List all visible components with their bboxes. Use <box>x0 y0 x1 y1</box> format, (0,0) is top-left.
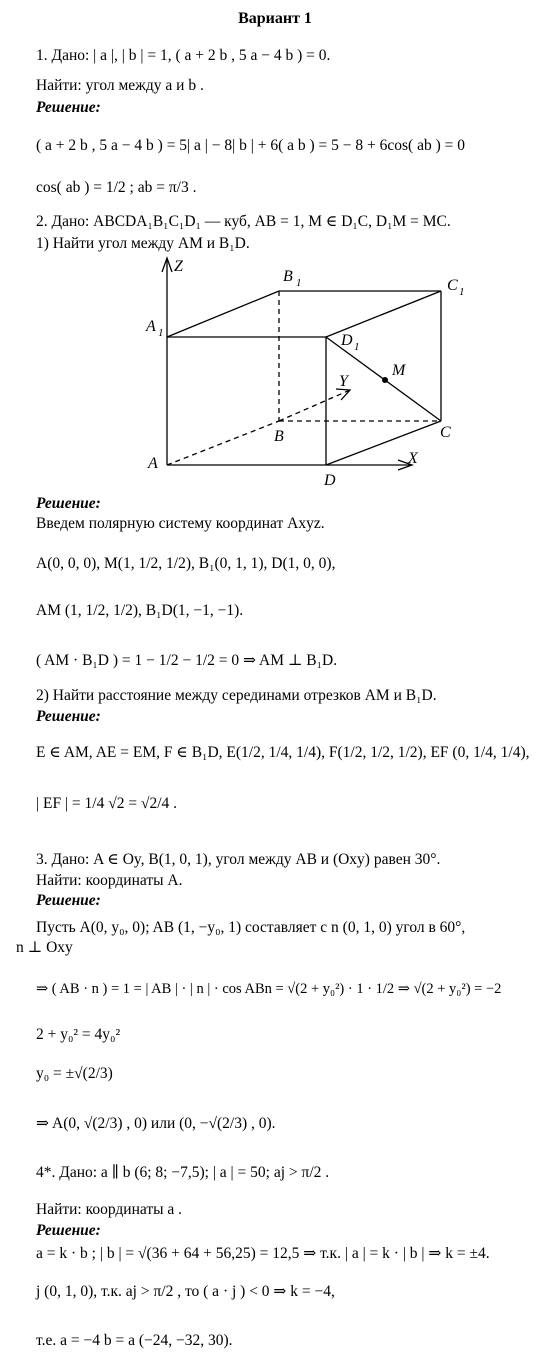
label-b1: B <box>283 268 293 285</box>
p2-solution-label2: Решение: <box>36 708 101 725</box>
label-c1-sub: 1 <box>459 286 465 298</box>
edge-d1c1 <box>326 291 441 337</box>
p4-line2: j (0, 1, 0), т.к. aj > π/2 , то ( a · j ) < 0 ⇒ k = −4, <box>36 1283 335 1300</box>
label-d1: D <box>341 332 353 349</box>
edge-a1b1 <box>167 291 279 337</box>
p2-line2: A(0, 0, 0), M(1, 1/2, 1/2), B₁(0, 1, 1), D(1, 0, 0), <box>36 555 336 572</box>
p3-line3: ⇒ ( AB · n ) = 1 = | AB | · | n | · cos ABn = √(2 + y₀²) · 1 · 1/2 ⇒ √(2 + y₀²) = −2 <box>36 981 502 997</box>
p1-eq1: ( a + 2 b , 5 a − 4 b ) = 5| a | − 8| b | + 6( a b ) = 5 − 8 + 6cos( ab ) = 0 <box>36 137 465 154</box>
p2-line4: ( AM · B₁D ) = 1 − 1/2 − 1/2 = 0 ⇒ AM ⊥ B₁D. <box>36 652 338 669</box>
label-z: Z <box>174 258 183 275</box>
label-y: Y <box>339 373 348 390</box>
p1-solution-label: Решение: <box>36 99 101 116</box>
label-x: X <box>408 450 418 467</box>
label-d1-sub: 1 <box>354 341 360 353</box>
p3-line2: n ⊥ Oxy <box>16 939 73 956</box>
p4-find: Найти: координаты a . <box>36 1201 183 1218</box>
edge-dc <box>326 421 441 465</box>
label-a1-sub: 1 <box>158 327 164 339</box>
p3-line5: y₀ = ±√(2/3) <box>36 1065 113 1082</box>
p2-line1: Введем полярную систему координат Axyz. <box>36 515 325 532</box>
p2-given: 2. Дано: ABCDA₁B₁C₁D₁ — куб, AB = 1, M ∈ D₁C, D₁M = MC. <box>36 213 451 230</box>
p1-given: 1. Дано: | a |, | b | = 1, ( a + 2 b , 5 a − 4 b ) = 0. <box>36 47 331 64</box>
p2-line6: | EF | = 1/4 √2 = √2/4 . <box>36 795 178 812</box>
p2-line3: AM (1, 1/2, 1/2), B₁D(1, −1, −1). <box>36 602 244 619</box>
p3-line1: Пусть A(0, y₀, 0); AB (1, −y₀, 1) составляет с n (0, 1, 0) угол в 60°, <box>36 919 466 936</box>
p2-line5: E ∈ AM, AE = EM, F ∈ B₁D, E(1/2, 1/4, 1/4), F(1/2, 1/2, 1/2), EF (0, 1/4, 1/4), <box>36 744 530 761</box>
label-a1: A <box>146 318 156 335</box>
p2-solution-label: Решение: <box>36 495 101 512</box>
p4-given: 4*. Дано: a ∥ b (6; 8; −7,5); | a | = 50; aj > π/2 . <box>36 1164 330 1181</box>
p2-task2: 2) Найти расстояние между серединами отрезков AM и B₁D. <box>36 687 437 704</box>
p4-line1: a = k · b ; | b | = √(36 + 64 + 56,25) = 12,5 ⇒ т.к. | a | = k · | b | ⇒ k = ±4. <box>36 1245 490 1262</box>
p3-line6: ⇒ A(0, √(2/3) , 0) или (0, −√(2/3) , 0). <box>36 1115 276 1132</box>
label-b1-sub: 1 <box>296 277 302 289</box>
page-title: Вариант 1 <box>238 10 312 27</box>
label-c: C <box>440 424 451 441</box>
label-b: B <box>274 428 284 445</box>
p4-solution-label: Решение: <box>36 1222 101 1239</box>
p1-eq2: cos( ab ) = 1/2 ; ab = π/3 . <box>36 179 197 196</box>
label-a: A <box>148 455 158 472</box>
point-m <box>382 377 388 383</box>
p3-find: Найти: координаты A. <box>36 872 183 889</box>
p2-task1: 1) Найти угол между AM и B₁D. <box>36 235 250 252</box>
label-m: M <box>392 362 406 379</box>
p3-line4: 2 + y₀² = 4y₀² <box>36 1026 121 1043</box>
p1-find: Найти: угол между a и b . <box>36 77 204 94</box>
label-d: D <box>324 472 336 489</box>
edge-ab <box>167 421 279 465</box>
label-c1: C <box>447 277 458 294</box>
p3-solution-label: Решение: <box>36 892 101 909</box>
p3-given: 3. Дано: A ∈ Oy, B(1, 0, 1), угол между AB и (Oxy) равен 30°. <box>36 851 441 868</box>
y-axis <box>279 390 350 421</box>
cube-figure <box>0 250 550 490</box>
p4-line3: т.е. a = −4 b = a (−24, −32, 30). <box>36 1332 233 1349</box>
